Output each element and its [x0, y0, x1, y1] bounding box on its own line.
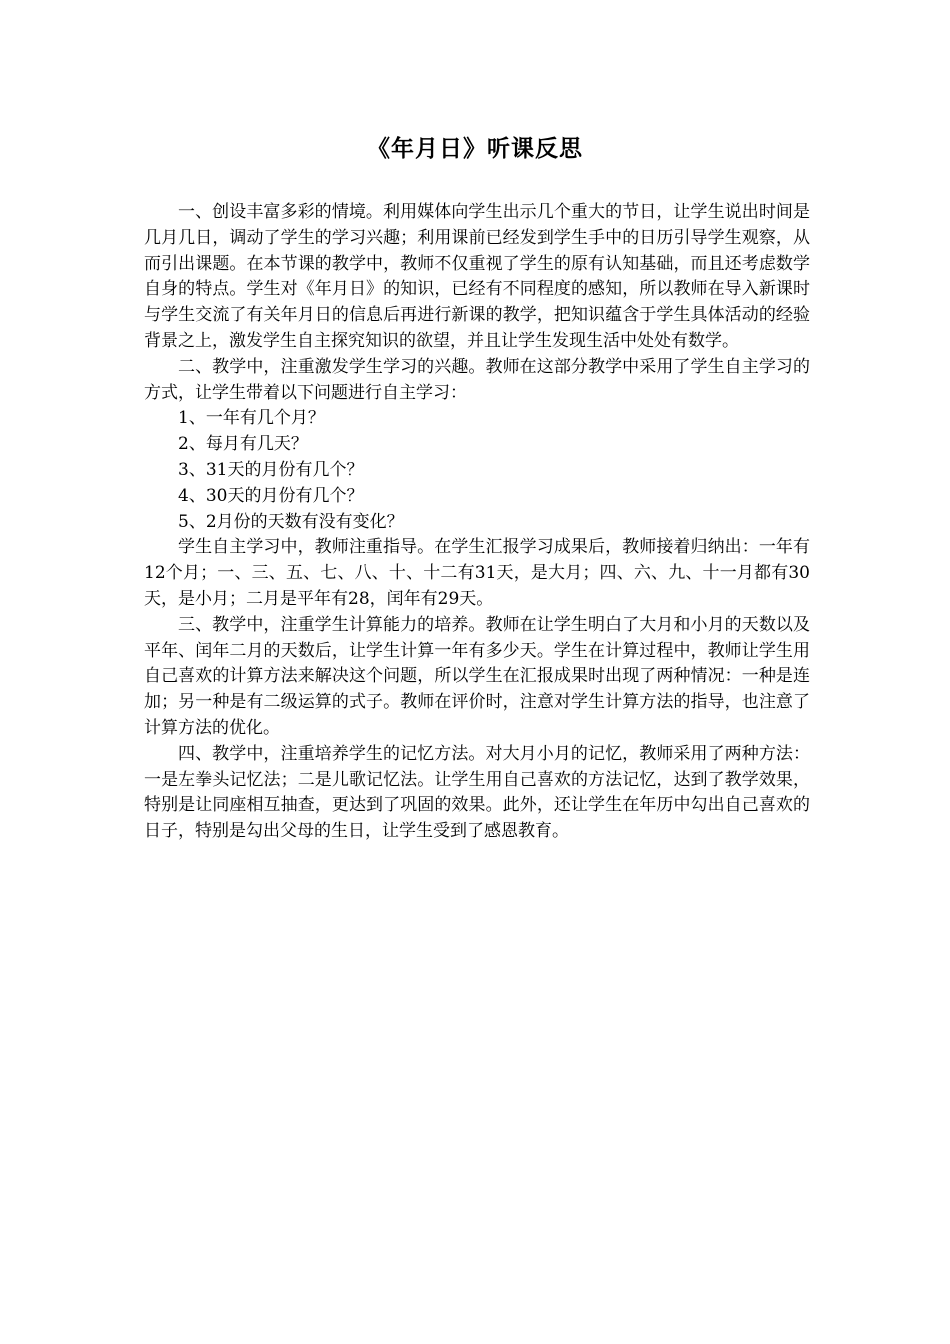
paragraph-intro-situation: 一、创设丰富多彩的情境。利用媒体向学生出示几个重大的节日，让学生说出时间是几月几日，调动了学生的学习兴趣；利用课前已经发到学生手中的日历引导学生观察，从而引出课题。在本节课的教学中，教师不仅重视了学生的原有认知基础，而且还考虑数学自身的特点。学生对《年月日》的知识，已经有不同程度的感知，所以教师在导入新课时与学生交流了有关年月日的信息后再进行新课的教学，把知识蕴含于学生具体活动的经验背景之上，激发学生自主探究知识的欲望，并且让学生发现生活中处处有数学。 — [144, 202, 810, 351]
question-item-1: 1、一年有几个月？ — [178, 408, 325, 429]
question-item-5: 5、2月份的天数有没有变化？ — [178, 511, 404, 532]
document-body — [144, 200, 810, 845]
paragraph-calculation: 三、教学中，注重学生计算能力的培养。教师在让学生明白了大月和小月的天数以及平年、闰年二月的天数后，让学生计算一年有多少天。学生在计算过程中，教师让学生用自己喜欢的计算方法来解决这个问题，所以学生在汇报成果时出现了两种情况：一种是连加；另一种是有二级运算的式子。教师在评价时，注意对学生计算方法的指导，也注意了计算方法的优化。 — [144, 614, 810, 738]
question-item-4: 4、30天的月份有几个？ — [178, 485, 364, 506]
document-title: 《年月日》听课反思 — [367, 136, 583, 162]
paragraph-interest: 二、教学中，注重激发学生学习的兴趣。教师在这部分教学中采用了学生自主学习的方式，让学生带着以下问题进行自主学习： — [144, 356, 810, 403]
question-item-2: 2、每月有几天？ — [178, 434, 308, 455]
paragraph-guidance: 学生自主学习中，教师注重指导。在学生汇报学习成果后，教师接着归纳出：一年有12个月；一、三、五、七、八、十、十二有31天，是大月；四、六、九、十一月都有30天，是小月；二月是平年有28，闰年有29天。 — [144, 537, 810, 609]
question-item-3: 3、31天的月份有几个？ — [178, 459, 364, 480]
paragraph-memory: 四、教学中，注重培养学生的记忆方法。对大月小月的记忆，教师采用了两种方法：一是左拳头记忆法；二是儿歌记忆法。让学生用自己喜欢的方法记忆，达到了教学效果，特别是让同座相互抽查，更达到了巩固的效果。此外，还让学生在年历中勾出自己喜欢的日子，特别是勾出父母的生日，让学生受到了感恩教育。 — [144, 743, 810, 842]
